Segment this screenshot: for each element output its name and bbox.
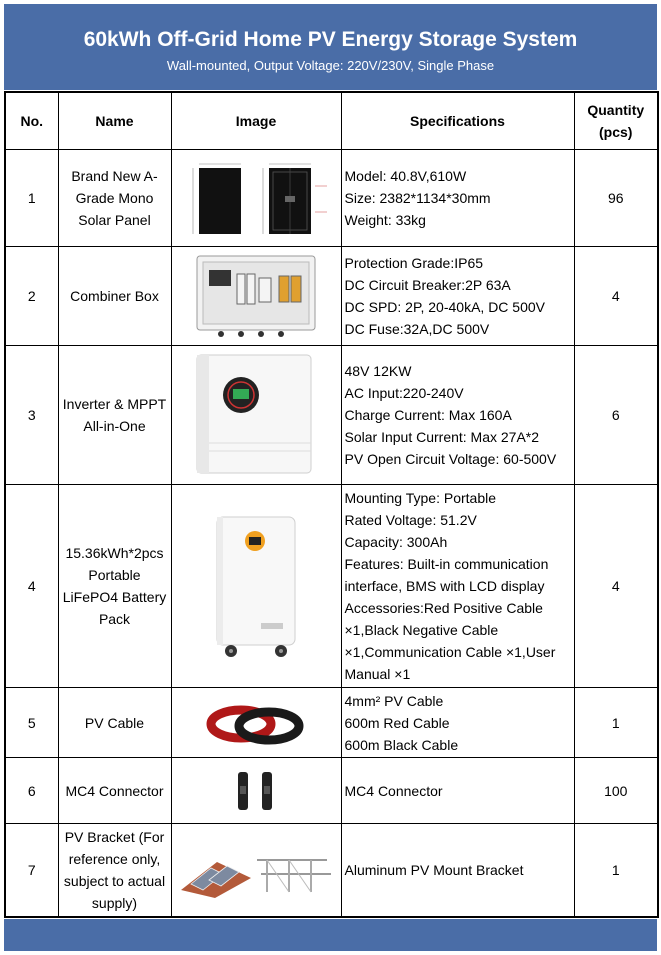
column-header-image: Image [171, 92, 341, 150]
spec-line: Accessories:Red Positive Cable [344, 600, 543, 616]
spec-line: 600m Black Cable [344, 736, 459, 753]
spec-line: Mounting Type: Portable [344, 490, 497, 506]
product-image [171, 150, 341, 247]
table-header-row [5, 92, 658, 150]
page-subtitle: Wall-mounted, Output Voltage: 220V/230V, Single Phase [166, 58, 495, 73]
spec-line: PV Open Circuit Voltage: 60-500V [344, 451, 557, 467]
product-quantity: 100 [574, 758, 658, 824]
spec-line: Weight: 33kg [344, 212, 426, 228]
product-specs [341, 247, 574, 346]
table-row [5, 346, 658, 485]
table-row [5, 758, 658, 824]
column-header-quantity [574, 92, 658, 150]
spec-line: Manual ×1 [344, 666, 411, 682]
spec-line: DC Circuit Breaker:2P 63A [344, 277, 511, 293]
product-name: Brand New A-Grade Mono Solar Panel [58, 150, 171, 247]
solar-panel-drawing-icon [181, 156, 331, 240]
table-row [5, 247, 658, 346]
row-number: 2 [5, 247, 58, 346]
product-specs [341, 150, 574, 247]
product-quantity: 4 [574, 485, 658, 688]
page-footer-bar [4, 919, 657, 951]
product-name: MC4 Connector [58, 758, 171, 824]
table-row [5, 688, 658, 758]
quantity-header-line2: (pcs) [599, 124, 633, 140]
spec-line: Model: 40.8V,610W [344, 168, 467, 184]
product-image [171, 247, 341, 346]
column-header-name: Name [58, 92, 171, 150]
product-name: Combiner Box [58, 247, 171, 346]
product-name: Inverter & MPPT All-in-One [58, 346, 171, 485]
row-number: 6 [5, 758, 58, 824]
product-image [171, 485, 341, 688]
product-quantity: 96 [574, 150, 658, 247]
spec-line: Solar Input Current: Max 27A*2 [344, 429, 540, 445]
product-name: 15.36kWh*2pcs Portable LiFePO4 Battery Pack [58, 485, 171, 688]
product-image [171, 824, 341, 917]
product-specs [341, 824, 574, 917]
spec-line: Features: Built-in communication [344, 556, 549, 572]
quantity-header-line1: Quantity [587, 102, 645, 118]
product-image [171, 346, 341, 485]
spec-line: MC4 Connector [344, 782, 443, 799]
spec-line: 600m Red Cable [344, 714, 450, 731]
spec-line: AC Input:220-240V [344, 385, 464, 401]
product-name: PV Bracket (For reference only, subject to actual supply) [58, 824, 171, 917]
spec-line: Size: 2382*1134*30mm [344, 190, 491, 206]
product-specs [341, 758, 574, 824]
spec-line: 4mm² PV Cable [344, 692, 444, 709]
spec-line: Aluminum PV Mount Bracket [344, 861, 524, 878]
pv-cable-icon [201, 698, 311, 748]
spec-line: Capacity: 300Ah [344, 534, 448, 550]
spec-line: ×1,Communication Cable ×1,User [344, 644, 556, 660]
spec-line: Charge Current: Max 160A [344, 407, 512, 423]
product-specs [341, 485, 574, 688]
spec-line: interface, BMS with LCD display [344, 578, 545, 594]
table-row [5, 485, 658, 688]
row-number: 7 [5, 824, 58, 917]
product-image [171, 688, 341, 758]
row-number: 5 [5, 688, 58, 758]
table-row [5, 150, 658, 247]
pv-bracket-icon [177, 840, 335, 900]
product-quantity: 1 [574, 824, 658, 917]
product-specs [341, 688, 574, 758]
column-header-no: No. [5, 92, 58, 150]
column-header-specs: Specifications [341, 92, 574, 150]
product-table [4, 91, 659, 918]
table-row [5, 824, 658, 917]
inverter-icon [193, 351, 319, 479]
combiner-box-icon [195, 254, 317, 338]
mc4-connector-icon [226, 768, 286, 814]
spec-line: Protection Grade:IP65 [344, 255, 484, 271]
row-number: 1 [5, 150, 58, 247]
spec-line: DC Fuse:32A,DC 500V [344, 321, 490, 337]
row-number: 3 [5, 346, 58, 485]
spec-line: DC SPD: 2P, 20-40kA, DC 500V [344, 299, 546, 315]
battery-pack-icon [211, 513, 301, 659]
product-specs [341, 346, 574, 485]
spec-line: 48V 12KW [344, 363, 412, 379]
product-quantity: 4 [574, 247, 658, 346]
product-image [171, 758, 341, 824]
spec-line: ×1,Black Negative Cable [344, 622, 499, 638]
product-quantity: 6 [574, 346, 658, 485]
page-title: 60kWh Off-Grid Home PV Energy Storage System [83, 28, 578, 51]
spec-line: Rated Voltage: 51.2V [344, 512, 477, 528]
page-header [4, 4, 657, 90]
row-number: 4 [5, 485, 58, 688]
product-quantity: 1 [574, 688, 658, 758]
product-name: PV Cable [58, 688, 171, 758]
